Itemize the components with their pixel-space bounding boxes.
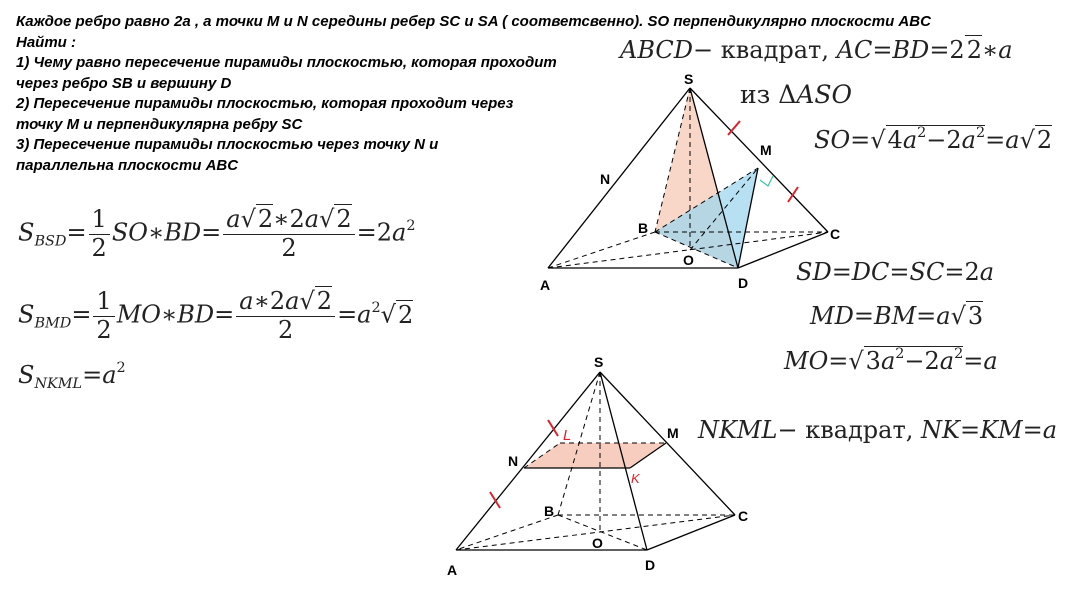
problem-line: 3) Пересечение пирамиды плоскостью через точку N и	[16, 136, 439, 153]
point-label: N	[600, 171, 611, 187]
point-label: D	[738, 275, 749, 291]
problem-line: точку M и перпендикулярна ребру SC	[16, 115, 303, 133]
section-nkml	[524, 443, 666, 468]
point-label: O	[683, 252, 694, 268]
point-label: A	[540, 277, 551, 293]
point-label: O	[592, 535, 603, 551]
formula-from-triangle: из ΔASO	[740, 80, 853, 109]
problem-line: 1) Чему равно пересечение пирамиды плоскостью, которая проходит	[16, 54, 557, 71]
point-label: C	[738, 508, 749, 524]
formula-s-bmd: $S_{BMD}=$ $\frac{1}{2}$ MO∗BD= $\frac{a∗2a√2}{2}$ $=a^2√2$	[18, 287, 414, 344]
point-label: D	[645, 557, 656, 573]
point-label: L	[563, 427, 572, 444]
formula-sd: SD=DC=SC=2a	[796, 258, 995, 286]
tick-mark	[728, 121, 740, 135]
point-label: N	[508, 453, 519, 469]
point-label: B	[638, 220, 649, 236]
point-label: S	[684, 71, 694, 87]
formula-nkml: NKML− квадрат, NK=KM=a	[698, 416, 1058, 444]
formula-abcd: ABCD− квадрат, AC=BD=22∗a	[620, 36, 1013, 64]
formula-mo: $MO=√3a^2-2a^2=a$	[784, 346, 998, 375]
point-label: A	[447, 562, 458, 578]
problem-line: Найти :	[16, 33, 76, 51]
formula-s-nkml: $S_{NKML}=a^2$	[18, 360, 126, 392]
formula-md: MD=BM=a√3	[810, 302, 984, 330]
edge-ba	[548, 232, 655, 268]
point-label: C	[830, 226, 841, 242]
formula-word: из	[740, 80, 771, 109]
problem-line: 2) Пересечение пирамиды плоскостью, которая проходит через	[16, 95, 514, 112]
bottom-pyramid	[447, 354, 748, 578]
point-label: K	[631, 471, 640, 486]
formula-so: $SO=√4a^2-2a^2=a√2$	[814, 125, 1053, 154]
problem-line: Каждое ребро равно 2а , а точки M и N середины ребер SC и SA ( соответсвенно). SO перпендикулярно плоскости ABC	[16, 13, 931, 30]
formula-s-bsd: $S_{BSD}=$ $\frac{1}{2}$ SO∗BD= $\frac{a√2∗2a√2}{2}$ $=2a^2$	[18, 205, 416, 262]
point-label: S	[594, 354, 604, 370]
formula-word: квадрат,	[720, 36, 829, 64]
problem-line: через ребро SB и вершину D	[16, 74, 232, 92]
point-label: M	[760, 142, 772, 158]
point-label: M	[667, 425, 679, 441]
formula-word: квадрат,	[805, 416, 914, 444]
right-angle-mark	[760, 176, 773, 186]
edge-ba	[456, 515, 558, 550]
point-label: B	[544, 503, 555, 519]
problem-line: параллельна плоскости ABC	[16, 156, 239, 174]
